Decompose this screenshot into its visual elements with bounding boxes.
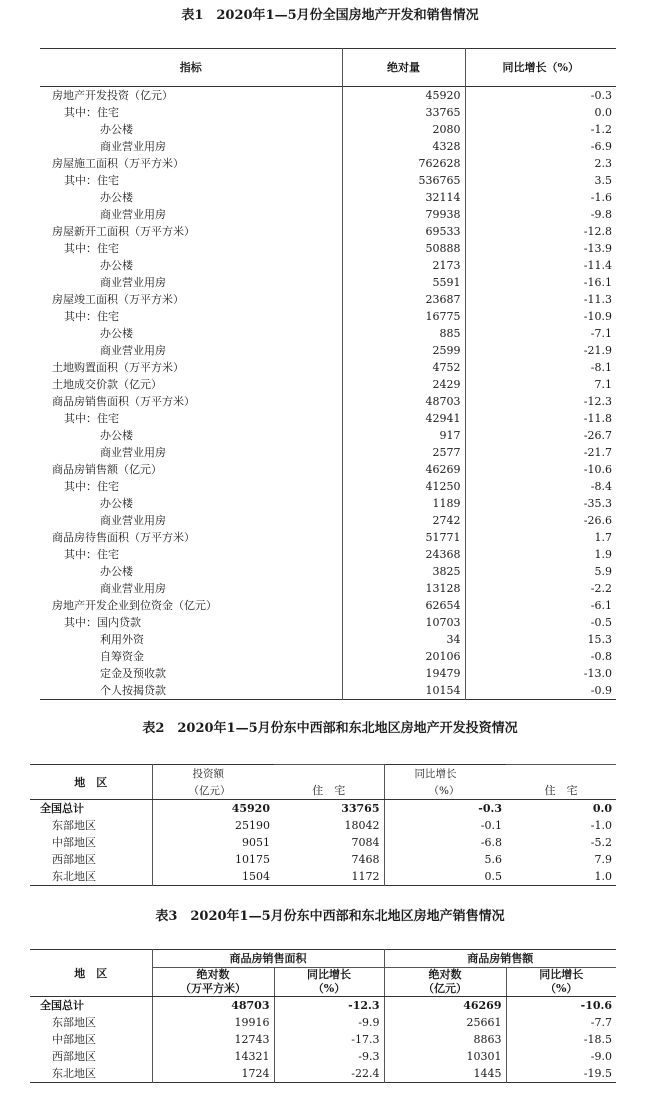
t3-header-area-growth xyxy=(274,968,384,997)
cell-region: 西部地区 xyxy=(52,853,96,866)
cell-area: 19916 xyxy=(152,1014,274,1031)
cell-sales-growth: -18.5 xyxy=(506,1031,616,1048)
row-growth: -12.3 xyxy=(465,393,616,410)
row-growth: -7.1 xyxy=(465,325,616,342)
row-label: 其中：住宅 xyxy=(64,310,119,323)
row-growth: -13.0 xyxy=(465,665,616,682)
cell-housing: 1172 xyxy=(351,870,380,883)
table-row xyxy=(40,155,616,172)
row-growth: 0.0 xyxy=(465,104,616,121)
table-row xyxy=(40,87,616,105)
cell-housing: 7084 xyxy=(351,836,380,849)
table-row xyxy=(40,563,616,580)
row-value: 13128 xyxy=(342,580,465,597)
t3-header-sales-growth-label: 同比增长 xyxy=(539,968,584,981)
table-row xyxy=(40,308,616,325)
row-value: 48703 xyxy=(342,393,465,410)
row-label: 商业营业用房 xyxy=(100,208,166,221)
row-label: 其中：住宅 xyxy=(64,480,119,493)
cell-sales: 8863 xyxy=(384,1031,506,1048)
cell-housing: 18042 xyxy=(344,819,380,832)
row-value: 4752 xyxy=(342,359,465,376)
cell-sales: 25661 xyxy=(384,1014,506,1031)
cell-growth-housing: 1.0 xyxy=(594,870,612,883)
cell-region: 东北地区 xyxy=(52,870,96,883)
table-row xyxy=(40,138,616,155)
row-value: 2173 xyxy=(342,257,465,274)
t3-header-area-growth-label: 同比增长 xyxy=(307,968,351,981)
header-absolute: 绝对量 xyxy=(342,49,465,87)
cell-area: 48703 xyxy=(152,997,274,1015)
table-row xyxy=(40,614,616,631)
cell-growth-housing: 0.0 xyxy=(592,802,612,815)
row-value: 5591 xyxy=(342,274,465,291)
table-row xyxy=(30,1031,616,1048)
table-row xyxy=(40,223,616,240)
row-label: 办公楼 xyxy=(100,191,133,204)
row-label: 商业营业用房 xyxy=(100,276,166,289)
cell-sales: 1445 xyxy=(384,1065,506,1083)
t3-header-area-abs-unit: （万平方米） xyxy=(180,982,246,995)
row-value: 24368 xyxy=(342,546,465,563)
row-value: 2080 xyxy=(342,121,465,138)
cell-investment: 10175 xyxy=(152,851,274,868)
row-label: 房地产开发企业到位资金（亿元） xyxy=(52,599,217,612)
cell-growth: 0.5 xyxy=(384,868,506,886)
cell-growth: -0.3 xyxy=(384,800,506,818)
cell-sales-growth: -19.5 xyxy=(506,1065,616,1083)
row-value: 10703 xyxy=(342,614,465,631)
row-label: 商品房销售面积（万平方米） xyxy=(52,395,195,408)
table-row xyxy=(30,868,616,886)
row-label: 商业营业用房 xyxy=(100,582,166,595)
cell-sales: 10301 xyxy=(384,1048,506,1065)
row-label: 个人按揭贷款 xyxy=(100,684,166,697)
table-row xyxy=(40,648,616,665)
cell-investment: 25190 xyxy=(152,817,274,834)
header-growth: 同比增长（%） xyxy=(465,49,616,87)
row-label: 房屋竣工面积（万平方米） xyxy=(52,293,184,306)
cell-area-growth: -9.3 xyxy=(274,1048,384,1065)
cell-housing: 33765 xyxy=(341,802,380,815)
table-row xyxy=(40,189,616,206)
table-row xyxy=(40,325,616,342)
row-label: 其中：住宅 xyxy=(64,412,119,425)
cell-area-growth: -9.9 xyxy=(274,1014,384,1031)
row-label: 办公楼 xyxy=(100,259,133,272)
t2-header-growth-housing: 住 宅 xyxy=(506,765,616,800)
t3-header-area-abs xyxy=(152,968,274,997)
table2 xyxy=(30,764,616,886)
row-growth: -11.4 xyxy=(465,257,616,274)
row-label: 定金及预收款 xyxy=(100,667,166,680)
table1 xyxy=(40,48,616,700)
row-growth: -26.6 xyxy=(465,512,616,529)
cell-area: 12743 xyxy=(152,1031,274,1048)
table-row xyxy=(40,206,616,223)
row-value: 34 xyxy=(342,631,465,648)
table-row xyxy=(40,410,616,427)
row-growth: -12.8 xyxy=(465,223,616,240)
row-value: 3825 xyxy=(342,563,465,580)
row-growth: -0.5 xyxy=(465,614,616,631)
table-row xyxy=(30,1014,616,1031)
table-row xyxy=(40,461,616,478)
t3-header-area-group: 商品房销售面积 xyxy=(152,950,384,968)
row-value: 69533 xyxy=(342,223,465,240)
cell-area: 1724 xyxy=(152,1065,274,1083)
table-row xyxy=(40,546,616,563)
cell-area-growth: -22.4 xyxy=(274,1065,384,1083)
cell-area: 14321 xyxy=(152,1048,274,1065)
row-value: 50888 xyxy=(342,240,465,257)
table-row xyxy=(40,427,616,444)
row-growth: -9.8 xyxy=(465,206,616,223)
row-growth: -35.3 xyxy=(465,495,616,512)
row-label: 自筹资金 xyxy=(100,650,144,663)
table-row xyxy=(40,291,616,308)
row-growth: -8.4 xyxy=(465,478,616,495)
cell-sales-growth: -10.6 xyxy=(506,997,616,1015)
cell-investment: 1504 xyxy=(152,868,274,886)
cell-region: 西部地区 xyxy=(52,1050,96,1063)
row-growth: -13.9 xyxy=(465,240,616,257)
row-label: 其中：住宅 xyxy=(64,548,119,561)
row-label: 其中：住宅 xyxy=(64,242,119,255)
row-growth: -0.9 xyxy=(465,682,616,700)
row-value: 10154 xyxy=(342,682,465,700)
row-growth: -16.1 xyxy=(465,274,616,291)
t3-header-area-abs-label: 绝对数 xyxy=(196,968,230,981)
row-value: 536765 xyxy=(342,172,465,189)
t3-header-sales-abs-unit: （亿元） xyxy=(423,982,467,995)
row-label: 商业营业用房 xyxy=(100,514,166,527)
row-label: 商品房待售面积（万平方米） xyxy=(52,531,195,544)
cell-sales: 46269 xyxy=(384,997,506,1015)
row-value: 79938 xyxy=(342,206,465,223)
table-row xyxy=(30,851,616,868)
table-row xyxy=(40,512,616,529)
table3 xyxy=(30,949,616,1083)
cell-growth: -0.1 xyxy=(384,817,506,834)
row-value: 16775 xyxy=(342,308,465,325)
table-row xyxy=(40,631,616,648)
row-label: 其中：国内贷款 xyxy=(64,616,141,629)
row-growth: -26.7 xyxy=(465,427,616,444)
row-growth: 15.3 xyxy=(465,631,616,648)
cell-region: 全国总计 xyxy=(40,802,84,815)
cell-growth-housing: -5.2 xyxy=(590,836,612,849)
table-row xyxy=(40,104,616,121)
table-row xyxy=(40,359,616,376)
table-row xyxy=(30,1065,616,1083)
cell-growth: -6.8 xyxy=(384,834,506,851)
row-value: 2577 xyxy=(342,444,465,461)
table2-body xyxy=(30,800,616,886)
row-label: 办公楼 xyxy=(100,123,133,136)
table-row xyxy=(40,682,616,700)
t3-header-sales-growth xyxy=(506,968,616,997)
row-growth: 7.1 xyxy=(465,376,616,393)
t2-header-region: 地 区 xyxy=(30,765,152,800)
row-label: 房地产开发投资（亿元） xyxy=(52,89,173,102)
row-label: 房屋新开工面积（万平方米） xyxy=(52,225,195,238)
row-label: 商品房销售额（亿元） xyxy=(52,463,162,476)
t2-header-housing: 住 宅 xyxy=(274,765,384,800)
t2-header-growth: 同比增长 xyxy=(384,765,506,783)
row-growth: -21.7 xyxy=(465,444,616,461)
row-value: 62654 xyxy=(342,597,465,614)
row-growth: -10.9 xyxy=(465,308,616,325)
row-growth: -0.8 xyxy=(465,648,616,665)
t3-header-sales-abs xyxy=(384,968,506,997)
row-value: 19479 xyxy=(342,665,465,682)
table3-title: 表3 2020年1—5月份东中西部和东北地区房地产销售情况 xyxy=(155,909,505,924)
row-label: 其中：住宅 xyxy=(64,174,119,187)
table-row xyxy=(40,274,616,291)
table-row xyxy=(40,444,616,461)
row-growth: -0.3 xyxy=(465,87,616,105)
t2-header-investment-unit: （亿元） xyxy=(152,782,274,800)
row-growth: -11.8 xyxy=(465,410,616,427)
table2-title: 表2 2020年1—5月份东中西部和东北地区房地产开发投资情况 xyxy=(142,721,518,736)
table-row xyxy=(30,997,616,1015)
row-value: 51771 xyxy=(342,529,465,546)
row-growth: -10.6 xyxy=(465,461,616,478)
t3-header-sales-abs-label: 绝对数 xyxy=(428,968,462,981)
cell-growth: 5.6 xyxy=(384,851,506,868)
row-value: 2429 xyxy=(342,376,465,393)
row-growth: -11.3 xyxy=(465,291,616,308)
table3-body xyxy=(30,997,616,1083)
row-growth: 1.9 xyxy=(465,546,616,563)
t3-header-sales-growth-unit: （%） xyxy=(545,982,578,995)
cell-region: 东部地区 xyxy=(52,1016,96,1029)
table-row xyxy=(40,121,616,138)
header-indicator: 指标 xyxy=(179,61,202,74)
table-row xyxy=(40,580,616,597)
cell-growth-housing: 7.9 xyxy=(594,853,612,866)
row-growth: -21.9 xyxy=(465,342,616,359)
row-value: 20106 xyxy=(342,648,465,665)
table-row xyxy=(40,495,616,512)
table-row xyxy=(30,1048,616,1065)
table1-title: 表1 2020年1—5月份全国房地产开发和销售情况 xyxy=(181,8,479,23)
row-growth: 3.5 xyxy=(465,172,616,189)
t3-header-sales-group: 商品房销售额 xyxy=(384,950,616,968)
row-growth: 2.3 xyxy=(465,155,616,172)
cell-area-growth: -12.3 xyxy=(274,997,384,1015)
cell-region: 中部地区 xyxy=(52,1033,96,1046)
table1-body xyxy=(40,87,616,700)
row-value: 917 xyxy=(342,427,465,444)
cell-area-growth: -17.3 xyxy=(274,1031,384,1048)
t3-header-region: 地 区 xyxy=(30,950,152,997)
row-value: 41250 xyxy=(342,478,465,495)
row-growth: -1.2 xyxy=(465,121,616,138)
table-row xyxy=(40,665,616,682)
table-row xyxy=(40,172,616,189)
row-value: 45920 xyxy=(342,87,465,105)
table-row xyxy=(40,597,616,614)
row-growth: -8.1 xyxy=(465,359,616,376)
row-value: 46269 xyxy=(342,461,465,478)
row-value: 762628 xyxy=(342,155,465,172)
table-row xyxy=(40,393,616,410)
cell-region: 全国总计 xyxy=(40,999,84,1012)
cell-housing: 7468 xyxy=(351,853,380,866)
cell-region: 东部地区 xyxy=(52,819,96,832)
t2-header-growth-unit: （%） xyxy=(384,782,506,800)
row-value: 2599 xyxy=(342,342,465,359)
table-row xyxy=(40,342,616,359)
row-label: 办公楼 xyxy=(100,429,133,442)
cell-sales-growth: -9.0 xyxy=(506,1048,616,1065)
table-row xyxy=(40,240,616,257)
table-row xyxy=(30,817,616,834)
row-label: 办公楼 xyxy=(100,497,133,510)
row-growth: -2.2 xyxy=(465,580,616,597)
row-label: 房屋施工面积（万平方米） xyxy=(52,157,184,170)
row-label: 办公楼 xyxy=(100,327,133,340)
row-growth: 1.7 xyxy=(465,529,616,546)
table-row xyxy=(40,529,616,546)
t2-header-investment: 投资额 xyxy=(152,765,274,783)
table-row xyxy=(40,376,616,393)
row-value: 2742 xyxy=(342,512,465,529)
row-label: 商业营业用房 xyxy=(100,344,166,357)
row-growth: -6.9 xyxy=(465,138,616,155)
table-row xyxy=(30,834,616,851)
cell-growth-housing: -1.0 xyxy=(590,819,612,832)
cell-region: 东北地区 xyxy=(52,1067,96,1080)
row-value: 23687 xyxy=(342,291,465,308)
row-growth: 5.9 xyxy=(465,563,616,580)
row-label: 办公楼 xyxy=(100,565,133,578)
row-label: 商业营业用房 xyxy=(100,140,166,153)
row-value: 33765 xyxy=(342,104,465,121)
table-row xyxy=(30,800,616,818)
row-value: 1189 xyxy=(342,495,465,512)
row-value: 4328 xyxy=(342,138,465,155)
row-label: 商业营业用房 xyxy=(100,446,166,459)
table-row xyxy=(40,478,616,495)
row-growth: -6.1 xyxy=(465,597,616,614)
row-label: 其中：住宅 xyxy=(64,106,119,119)
row-label: 土地购置面积（万平方米） xyxy=(52,361,184,374)
row-label: 土地成交价款（亿元） xyxy=(52,378,162,391)
cell-region: 中部地区 xyxy=(52,836,96,849)
row-value: 32114 xyxy=(342,189,465,206)
row-growth: -1.6 xyxy=(465,189,616,206)
table-row xyxy=(40,257,616,274)
t3-header-area-growth-unit: （%） xyxy=(312,982,346,995)
cell-sales-growth: -7.7 xyxy=(506,1014,616,1031)
cell-investment: 9051 xyxy=(152,834,274,851)
cell-investment: 45920 xyxy=(152,800,274,818)
row-value: 42941 xyxy=(342,410,465,427)
row-value: 885 xyxy=(342,325,465,342)
row-label: 利用外资 xyxy=(100,633,144,646)
